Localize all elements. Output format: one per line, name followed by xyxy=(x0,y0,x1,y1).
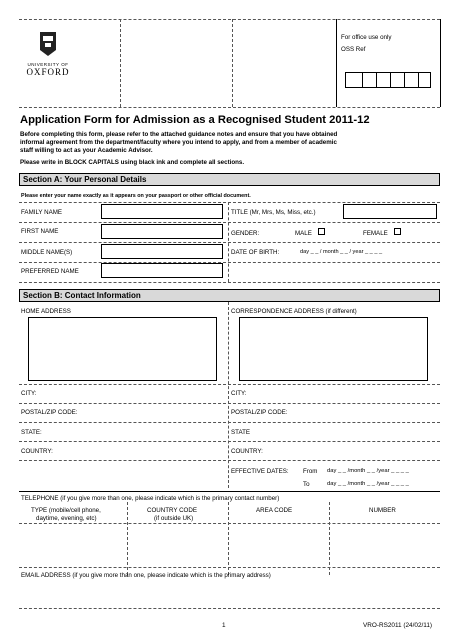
header-divider-3 xyxy=(336,19,337,107)
page-title: Application Form for Admission as a Recognised Student 2011-12 xyxy=(20,114,370,126)
home-country-label: COUNTRY: xyxy=(21,448,53,455)
correspondence-address-label: CORRESPONDENCE ADDRESS (if different) xyxy=(231,308,357,315)
female-checkbox[interactable] xyxy=(394,228,401,235)
male-label: MALE xyxy=(295,230,312,237)
form-bottom-border xyxy=(19,608,440,609)
family-name-label: FAMILY NAME xyxy=(21,209,63,216)
phone-country-code-field[interactable] xyxy=(128,524,227,566)
corr-postal-label: POSTAL/ZIP CODE: xyxy=(231,409,288,416)
oss-ref-label: OSS Ref xyxy=(341,46,366,53)
logo-text-line2: OXFORD xyxy=(26,67,70,77)
col-country-line1: COUNTRY CODE xyxy=(147,507,197,514)
header-divider-2 xyxy=(232,19,233,107)
section-b-header: Section B: Contact Information xyxy=(19,289,440,302)
row-divider xyxy=(19,567,440,568)
corr-country-label: COUNTRY: xyxy=(231,448,263,455)
corr-city-label: CITY: xyxy=(231,390,247,397)
oss-ref-boxes[interactable] xyxy=(345,72,431,88)
home-address-label: HOME ADDRESS xyxy=(21,308,71,315)
row-divider xyxy=(19,242,440,243)
col-area-code: AREA CODE xyxy=(256,507,293,514)
row-divider xyxy=(19,282,440,283)
row-divider xyxy=(19,222,440,223)
from-date-format[interactable]: day _ _ /month _ _ /year _ _ _ _ xyxy=(327,468,409,474)
email-label: EMAIL ADDRESS (if you give more than one, please indicate which is the primary address) xyxy=(21,572,271,579)
row-divider xyxy=(19,460,440,461)
dob-format[interactable]: day _ _ / month _ _ / year _ _ _ _ xyxy=(300,249,383,255)
dob-label: DATE OF BIRTH: xyxy=(231,249,280,256)
row-divider xyxy=(19,202,440,203)
correspondence-address-field[interactable] xyxy=(239,317,428,381)
oss-ref-cell-divider xyxy=(390,73,391,87)
phone-number-field[interactable] xyxy=(330,524,439,566)
intro-line-1: Before completing this form, please refer to the attached guidance notes and ensure that you have obtained xyxy=(20,131,338,138)
title-field[interactable] xyxy=(343,204,437,219)
header-right-border xyxy=(440,19,441,107)
middle-names-field[interactable] xyxy=(101,244,223,259)
header-top-border xyxy=(19,19,440,20)
home-state-label: STATE: xyxy=(21,429,42,436)
preferred-name-label: PREFERRED NAME xyxy=(21,268,79,275)
intro-line-3: staff willing to act as your Academic Advisor. xyxy=(20,147,153,154)
col-number: NUMBER xyxy=(369,507,396,514)
row-divider xyxy=(19,403,440,404)
male-checkbox[interactable] xyxy=(318,228,325,235)
home-address-field[interactable] xyxy=(28,317,217,381)
row-divider xyxy=(19,441,440,442)
oss-ref-cell-divider xyxy=(362,73,363,87)
col-type-line1: TYPE (mobile/cell phone, xyxy=(31,507,101,514)
title-label: TITLE (Mr, Mrs, Ms, Miss, etc.) xyxy=(231,209,316,216)
preferred-name-field[interactable] xyxy=(101,263,223,278)
university-logo xyxy=(24,28,72,80)
from-label: From xyxy=(303,468,318,475)
logo-text-line1: UNIVERSITY OF xyxy=(27,62,69,67)
oss-ref-cell-divider xyxy=(404,73,405,87)
row-divider xyxy=(19,384,440,385)
family-name-field[interactable] xyxy=(101,204,223,219)
row-divider xyxy=(19,262,440,263)
home-postal-label: POSTAL/ZIP CODE: xyxy=(21,409,78,416)
to-label: To xyxy=(303,481,310,488)
oss-ref-cell-divider xyxy=(418,73,419,87)
col-type-line2: daytime, evening, etc) xyxy=(36,515,97,522)
corr-state-label: STATE xyxy=(231,429,251,436)
header-bottom-border xyxy=(19,107,440,108)
name-instruction: Please enter your name exactly as it appears on your passport or other official document. xyxy=(21,193,251,199)
row-divider xyxy=(19,491,440,492)
intro-line-2: informal agreement from the department/faculty where you intend to apply, and from a member of academic xyxy=(20,139,337,146)
section-a-header: Section A: Your Personal Details xyxy=(19,173,440,186)
middle-names-label: MIDDLE NAME(S) xyxy=(21,249,73,256)
first-name-field[interactable] xyxy=(101,224,223,239)
home-city-label: CITY: xyxy=(21,390,37,397)
intro-line-4: Please write in BLOCK CAPITALS using black ink and complete all sections. xyxy=(20,159,245,166)
phone-area-code-field[interactable] xyxy=(229,524,328,566)
first-name-label: FIRST NAME xyxy=(21,228,59,235)
form-reference: VRO-RS2011 (24/02/11) xyxy=(363,622,433,629)
to-date-format[interactable]: day _ _ /month _ _ /year _ _ _ _ xyxy=(327,481,409,487)
phone-type-field[interactable] xyxy=(20,524,126,566)
office-use-label: For office use only xyxy=(341,34,392,41)
female-label: FEMALE xyxy=(363,230,388,237)
gender-label: GENDER: xyxy=(231,230,260,237)
page-number: 1 xyxy=(222,622,226,629)
col-country-line2: (if outside UK) xyxy=(154,515,194,522)
row-divider xyxy=(19,422,440,423)
effective-dates-label: EFFECTIVE DATES: xyxy=(231,468,289,475)
oss-ref-cell-divider xyxy=(376,73,377,87)
email-field[interactable] xyxy=(20,581,439,605)
telephone-label: TELEPHONE (if you give more than one, please indicate which is the primary contact number) xyxy=(21,495,280,502)
header-divider-1 xyxy=(120,19,121,107)
